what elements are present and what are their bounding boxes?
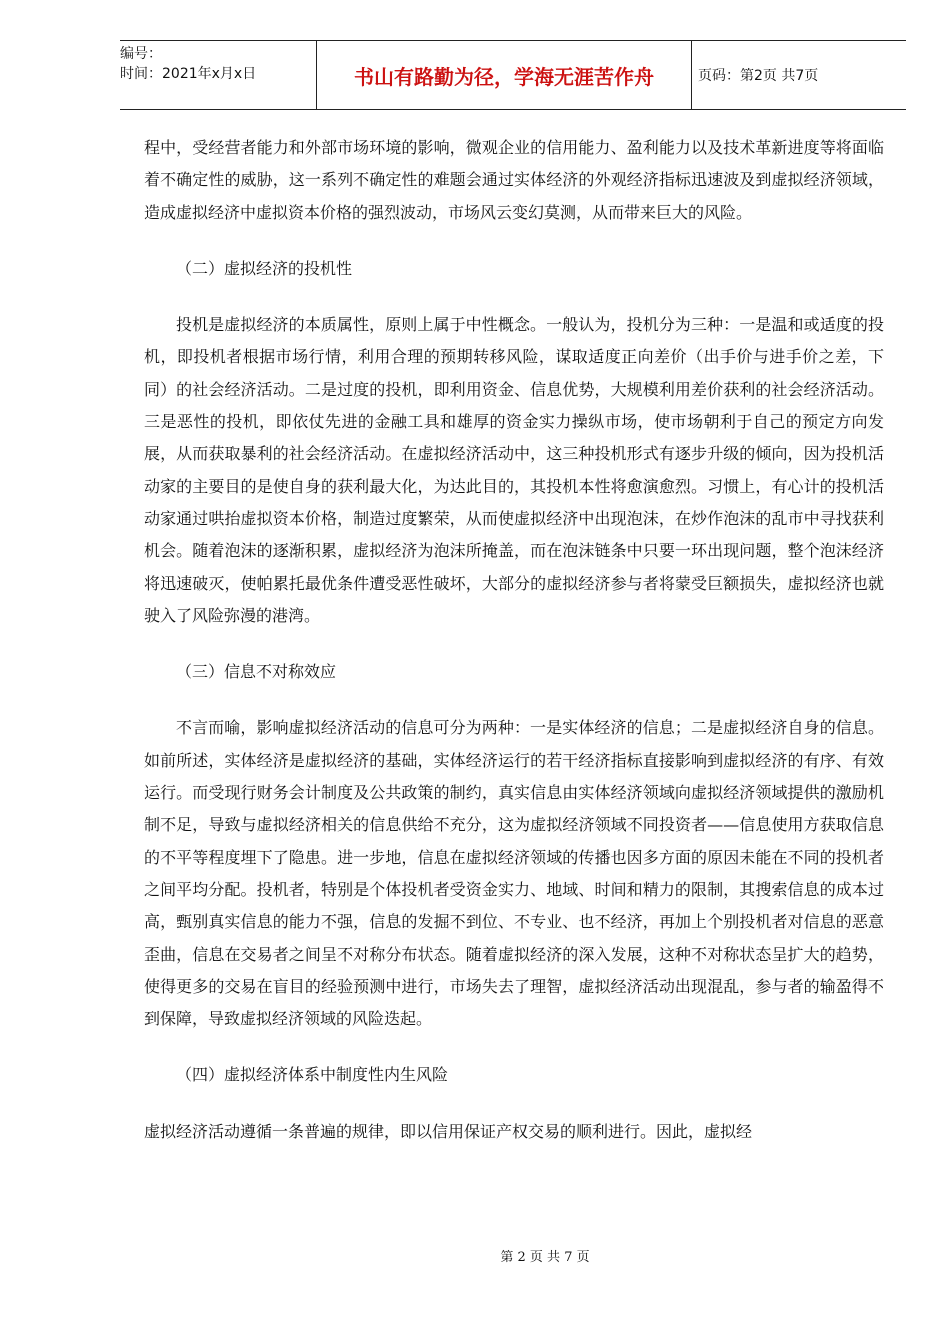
header-meta bbox=[120, 41, 316, 109]
document-body bbox=[144, 132, 884, 1148]
body-paragraph-1: 程中，受经营者能力和外部市场环境的影响，微观企业的信用能力、盈利能力以及技术革新进度等将面临着不确定性的威胁，这一系列不确定性的难题会通过实体经济的外观经济指标迅速波及到虚拟经济领域，造成虚拟经济中虚拟资本价格的强烈波动，市场风云变幻莫测，从而带来巨大的风险。 bbox=[144, 138, 884, 222]
section-heading-3: （三）信息不对称效应 bbox=[176, 662, 337, 682]
page-header bbox=[120, 40, 906, 110]
header-motto: 书山有路勤为径，学海无涯苦作舟 bbox=[316, 41, 692, 109]
body-paragraph-3: 不言而喻，影响虚拟经济活动的信息可分为两种：一是实体经济的信息；二是虚拟经济自身的信息。如前所述，实体经济是虚拟经济的基础，实体经济运行的若干经济指标直接影响到虚拟经济的有序、有效运行。而受现行财务会计制度及公共政策的制约，真实信息由实体经济领域向虚拟经济领域提供的激励机制不足，导致与虚拟经济相关的信息供给不充分，这为虚拟经济领域不同投资者——信息使用方获取信息的不平等程度埋下了隐患。进一步地，信息在虚拟经济领域的传播也因多方面的原因未能在不同的投机者之间平均分配。投机者，特别是个体投机者受资金实力、地域、时间和精力的限制，其搜索信息的成本过高，甄别真实信息的能力不强，信息的发掘不到位、不专业、也不经济，再加上个别投机者对信息的恶意歪曲，信息在交易者之间呈不对称分布状态。随着虚拟经济的深入发展，这种不对称状态呈扩大的趋势，使得更多的交易在盲目的经验预测中进行，市场失去了理智，虚拟经济活动出现混乱，参与者的输盈得不到保障，导致虚拟经济领域的风险迭起。 bbox=[144, 718, 884, 1029]
body-paragraph-2: 投机是虚拟经济的本质属性，原则上属于中性概念。一般认为，投机分为三种：一是温和或适度的投机，即投机者根据市场行情，利用合理的预期转移风险，谋取适度正向差价（出手价与进手价之差，下同）的社会经济活动。二是过度的投机，即利用资金、信息优势，大规模利用差价获利的社会经济活动。三是恶性的投机，即依仗先进的金融工具和雄厚的资金实力操纵市场，使市场朝利于自己的预定方向发展，从而获取暴利的社会经济活动。在虚拟经济活动中，这三种投机形式有逐步升级的倾向，因为投机活动家的主要目的是使自身的获利最大化，为达此目的，其投机本性将愈演愈烈。习惯上，有心计的投机活动家通过哄抬虚拟资本价格，制造过度繁荣，从而使虚拟经济中出现泡沫，在炒作泡沫的乱市中寻找获利机会。随着泡沫的逐渐积累，虚拟经济为泡沫所掩盖，而在泡沫链条中只要一环出现问题，整个泡沫经济将迅速破灭，使帕累托最优条件遭受恶性破坏，大部分的虚拟经济参与者将蒙受巨额损失，虚拟经济也就驶入了风险弥漫的港湾。 bbox=[144, 315, 884, 625]
section-heading-4: （四）虚拟经济体系中制度性内生风险 bbox=[176, 1065, 449, 1085]
body-paragraph-4: 虚拟经济活动遵循一条普遍的规律，即以信用保证产权交易的顺利进行。因此，虚拟经 bbox=[144, 1121, 753, 1141]
header-page-number: 页码：第2页 共7页 bbox=[698, 68, 819, 84]
page-footer: 第 2 页 共 7 页 bbox=[500, 1250, 590, 1265]
section-heading-2: （二）虚拟经济的投机性 bbox=[176, 258, 353, 278]
document-time-label: 时间：2021年x月x日 bbox=[120, 66, 257, 82]
document-number-label: 编号： bbox=[120, 46, 162, 62]
